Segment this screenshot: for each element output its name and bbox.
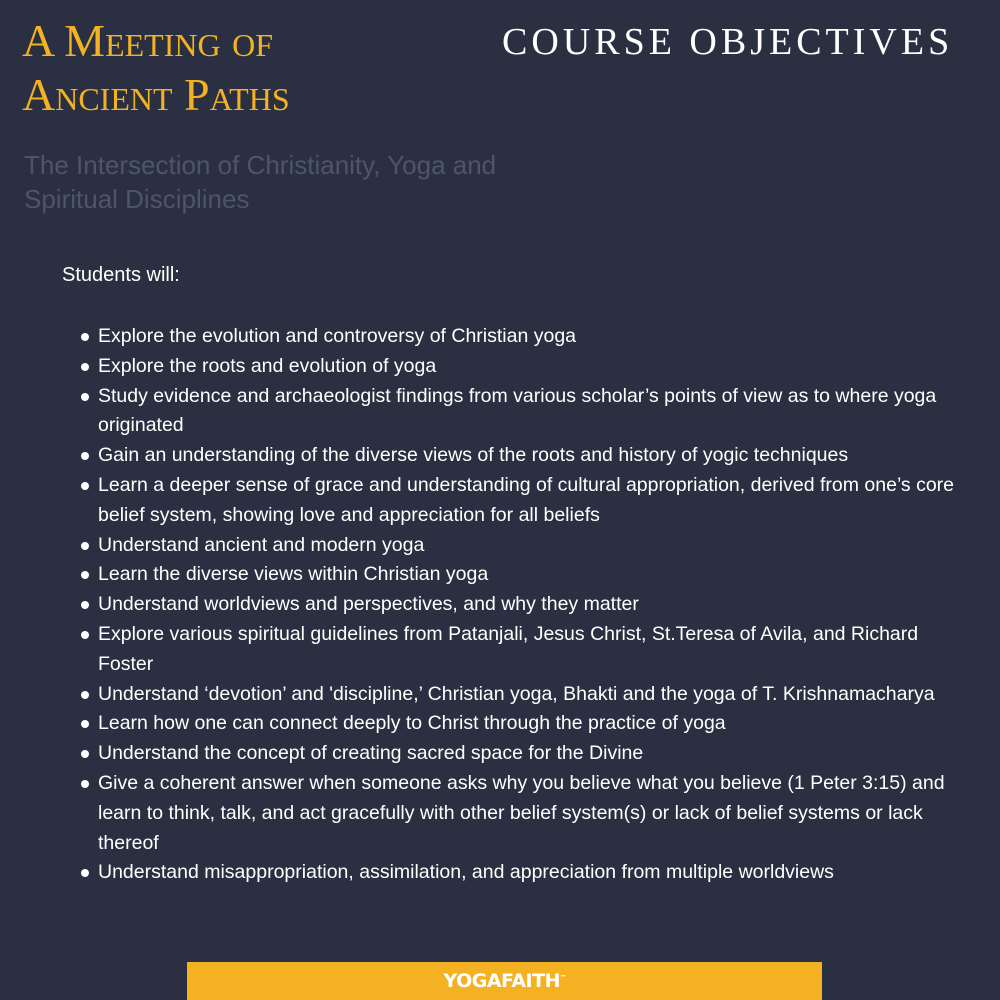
- bullet-icon: [81, 780, 89, 788]
- bullet-icon: [81, 542, 89, 550]
- course-title: [22, 14, 442, 122]
- bullet-icon: [81, 482, 89, 490]
- objective-text: Learn the diverse views within Christian yoga: [98, 563, 489, 586]
- bullet-icon: [81, 363, 89, 371]
- course-title-line-2: Ancient Paths: [22, 69, 290, 120]
- objective-item: [78, 471, 958, 531]
- objective-text: Explore the roots and evolution of yoga: [98, 354, 437, 377]
- objective-item: [78, 322, 958, 352]
- objective-item: [78, 441, 958, 471]
- objective-text: Understand ‘devotion’ and 'discipline,’ Christian yoga, Bhakti and the yoga of T. Krishnamacharya: [98, 682, 935, 705]
- objective-text: Give a coherent answer when someone asks why you believe what you believe (1 Peter 3:15) and learn to think, talk, and act gracefully with other belief system(s) or lack of belief systems or lack thereof: [98, 771, 945, 854]
- objective-item: [78, 680, 958, 710]
- objective-text: Learn a deeper sense of grace and understanding of cultural appropriation, derived from one’s core belief system, showing love and appreciation for all beliefs: [98, 473, 955, 526]
- objective-text: Study evidence and archaeologist findings from various scholar’s points of view as to where yoga originated: [98, 384, 937, 437]
- objective-item: [78, 352, 958, 382]
- objective-item: [78, 769, 958, 858]
- objective-text: Learn how one can connect deeply to Christ through the practice of yoga: [98, 712, 726, 735]
- bullet-icon: [81, 601, 89, 609]
- objectives-list: [78, 322, 958, 888]
- bullet-icon: [81, 571, 89, 579]
- objective-text: Understand misappropriation, assimilation, and appreciation from multiple worldviews: [98, 861, 834, 884]
- intro-text: Students will:: [62, 264, 180, 286]
- bullet-icon: [81, 869, 89, 877]
- objective-item: [78, 858, 958, 888]
- course-subtitle: The Intersection of Christianity, Yoga and Spiritual Disciplines: [24, 150, 497, 214]
- course-title-line-1: A Meeting of: [22, 15, 274, 66]
- yogafaith-logo: [444, 970, 566, 992]
- objective-item: [78, 590, 958, 620]
- objective-text: Explore the evolution and controversy of Christian yoga: [98, 325, 577, 347]
- objective-item: [78, 739, 958, 769]
- objective-text: Explore various spiritual guidelines from Patanjali, Jesus Christ, St.Teresa of Avila, and Richard Foster: [98, 622, 919, 675]
- bullet-icon: [81, 452, 89, 460]
- objective-item: [78, 382, 958, 442]
- bullet-icon: [81, 691, 89, 699]
- trademark-mark: ™: [559, 974, 566, 982]
- bullet-icon: [81, 393, 89, 401]
- bullet-icon: [81, 720, 89, 728]
- footer-bar: [187, 962, 822, 1000]
- objective-item: [78, 531, 958, 561]
- objective-text: Understand worldviews and perspectives, and why they matter: [98, 593, 639, 616]
- objective-item: [78, 620, 958, 680]
- objective-text: Understand ancient and modern yoga: [98, 533, 425, 556]
- bullet-icon: [81, 631, 89, 639]
- objective-item: [78, 560, 958, 590]
- bullet-icon: [81, 333, 89, 341]
- section-heading: COURSE OBJECTIVES: [502, 21, 954, 63]
- objective-text: Understand the concept of creating sacred space for the Divine: [98, 742, 644, 765]
- bullet-icon: [81, 750, 89, 758]
- brand-name: YOGAFAITH: [443, 970, 560, 992]
- objective-text: Gain an understanding of the diverse views of the roots and history of yogic techniques: [98, 444, 849, 467]
- objective-item: [78, 709, 958, 739]
